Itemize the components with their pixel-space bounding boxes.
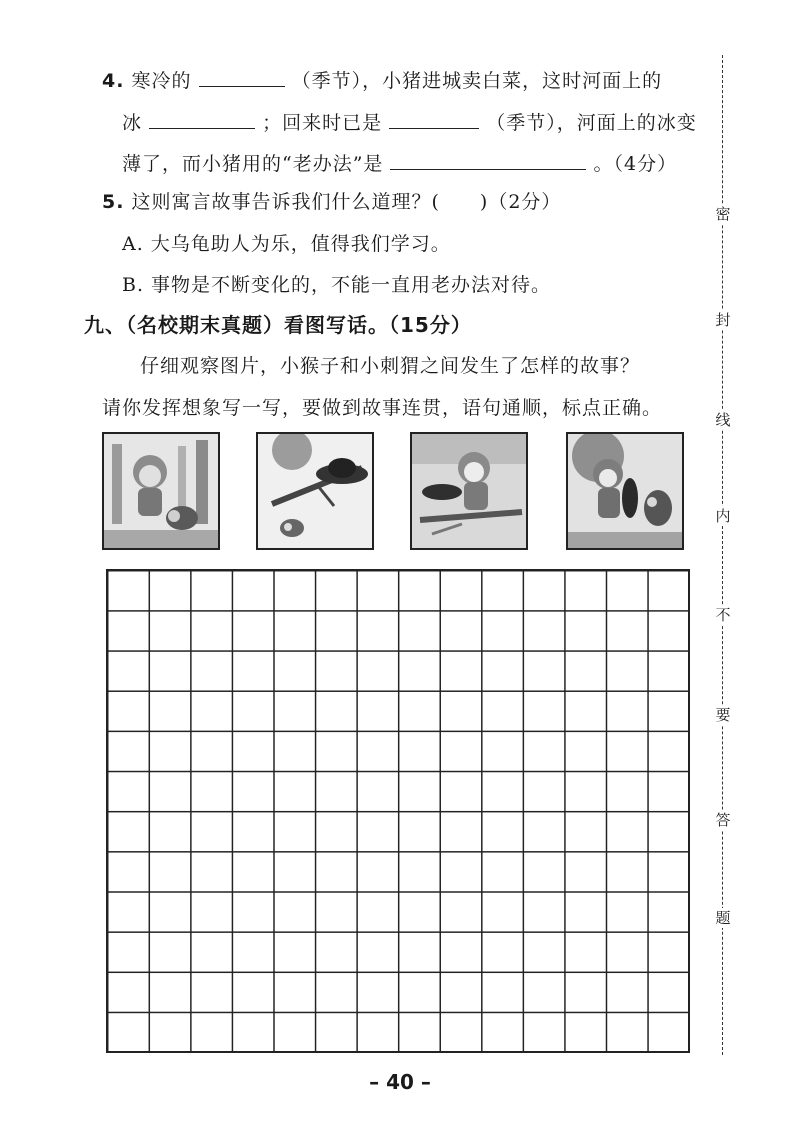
q4-text-3a: 薄了，而小猪用的“老办法”是 xyxy=(122,153,384,175)
q5-question: 这则寓言故事告诉我们什么道理？( )（2分） xyxy=(131,191,562,213)
q4-line-2 xyxy=(122,110,697,135)
q4-line-3 xyxy=(122,151,677,176)
picture-4-monkey-gives-hat xyxy=(566,432,684,550)
q4-text-3b: 。（4分） xyxy=(593,153,678,175)
q4-blank-ice-1[interactable] xyxy=(149,110,255,129)
q4-line-1 xyxy=(102,68,662,93)
margin-char-1: 密 xyxy=(712,204,734,224)
margin-char-2: 封 xyxy=(712,310,734,330)
q4-text-1a: 寒冷的 xyxy=(131,70,192,92)
margin-char-3: 线 xyxy=(712,410,734,430)
q4-text-2a: 冰 xyxy=(122,112,143,134)
margin-char-6: 要 xyxy=(712,705,734,725)
margin-char-8: 题 xyxy=(712,908,734,928)
q4-blank-season-1[interactable] xyxy=(199,68,285,87)
q5-option-b[interactable]: B. 事物是不断变化的，不能一直用老办法对待。 xyxy=(122,274,552,296)
q4-blank-season-2[interactable] xyxy=(389,110,479,129)
picture-1-monkey-hedgehog-meet xyxy=(102,432,220,550)
writing-grid[interactable] xyxy=(106,569,690,1053)
q4-text-2b: ；回来时已是 xyxy=(262,112,383,134)
q5-line xyxy=(102,190,561,214)
section-9-instruction-1: 仔细观察图片，小猴子和小刺猬之间发生了怎样的故事？ xyxy=(140,355,641,377)
section-9-title: 九、（名校期末真题）看图写话。（15分） xyxy=(84,313,472,337)
margin-char-4: 内 xyxy=(712,506,734,526)
margin-char-5: 不 xyxy=(712,605,734,625)
q4-text-2c: （季节），河面上的冰变 xyxy=(486,112,697,134)
section-9-instruction-2: 请你发挥想象写一写，要做到故事连贯，语句通顺，标点正确。 xyxy=(102,397,663,419)
page-number: – 40 – xyxy=(369,1070,431,1094)
q4-number: 4. xyxy=(102,70,125,92)
picture-3-monkey-reaches-hat xyxy=(410,432,528,550)
margin-char-7: 答 xyxy=(712,810,734,830)
q5-number: 5. xyxy=(102,191,125,213)
q4-text-1b: （季节），小猪进城卖白菜，这时河面上的 xyxy=(291,70,663,92)
q5-option-a[interactable]: A. 大乌龟助人为乐，值得我们学习。 xyxy=(122,233,451,255)
q4-blank-method[interactable] xyxy=(390,151,586,170)
picture-2-hat-on-branch xyxy=(256,432,374,550)
